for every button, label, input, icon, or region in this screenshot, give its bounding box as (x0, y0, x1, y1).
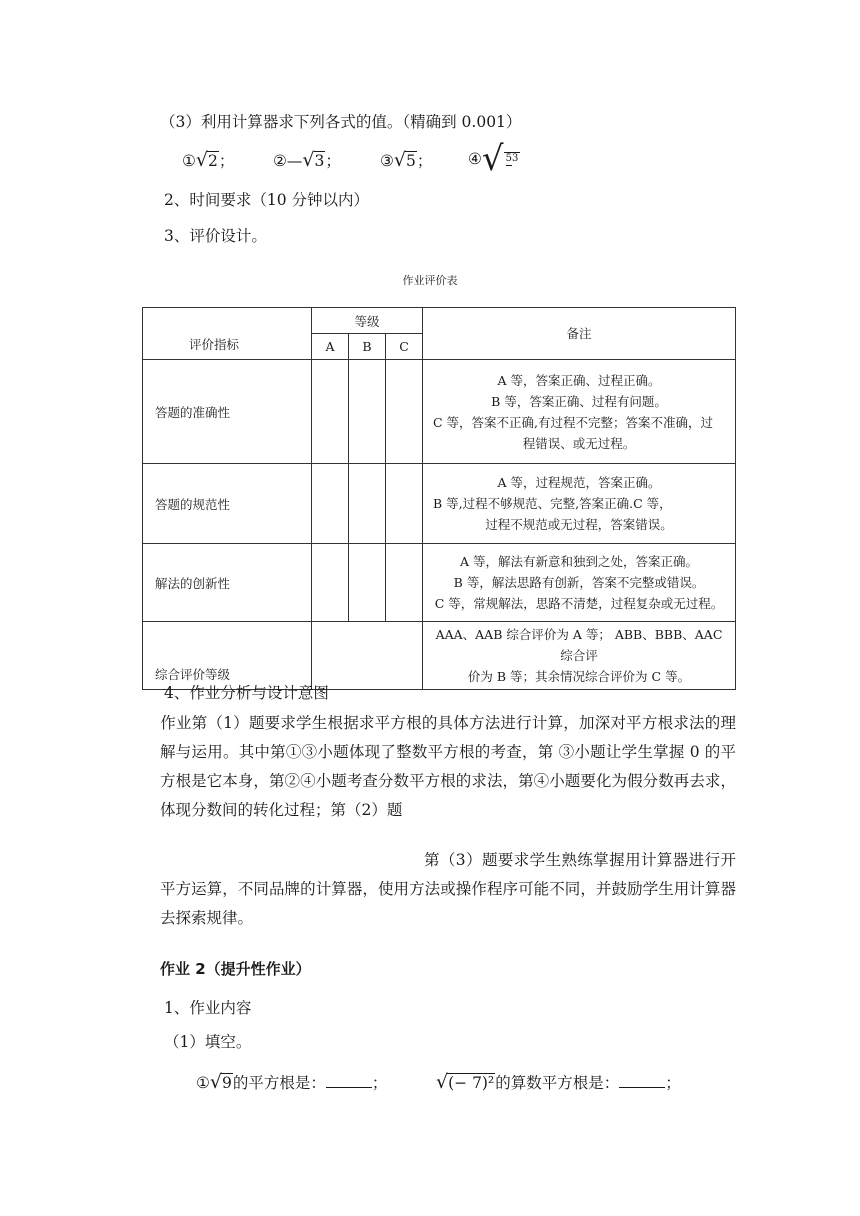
q3-instruction: （3）利用计算器求下列各式的值。（精确到 0.001） (160, 113, 522, 131)
item-marker: ④ (468, 150, 482, 168)
grade-a: A (312, 334, 349, 360)
sqrt-expression: √9 (209, 1071, 232, 1093)
header-note: 备注 (423, 308, 736, 360)
analysis-heading: 4、作业分析与设计意图 (164, 684, 329, 702)
sqrt-expression: √5 (393, 149, 416, 171)
row-label: 解法的创新性 (143, 544, 312, 622)
row-note: A 等，解法有新意和独到之处，答案正确。 B 等，解法思路有创新，答案不完整或错误。 C 等，常规解法，思路不清楚，过程复杂或无过程。 (423, 544, 736, 622)
table-row (143, 622, 736, 690)
header-indicator: 评价指标 (143, 308, 312, 360)
table-row (143, 544, 736, 622)
q3-item-3: ③√5； (380, 149, 433, 171)
header-grade: 等级 (312, 308, 423, 334)
answer-blank[interactable] (619, 1073, 665, 1088)
item-marker: ① (182, 152, 196, 170)
row-label: 综合评价等级 (143, 622, 312, 690)
evaluation-design: 3、评价设计。 (164, 227, 267, 245)
radical-sign: √ (481, 139, 504, 179)
item-marker: ③ (380, 152, 394, 170)
fill-question-1: ①√9的平方根是： ； (196, 1071, 388, 1093)
evaluation-table (142, 307, 736, 690)
table-row (143, 360, 736, 464)
row-note: AAA、AAB 综合评价为 A 等； ABB、BBB、AAC 综合评 价为 B 等；其余情况综合评价为 C 等。 (423, 622, 736, 690)
fill-in-heading: （1）填空。 (164, 1033, 252, 1051)
analysis-paragraph-1: 作业第（1）题要求学生根据求平方根的具体方法进行计算，加深对平方根求法的理解与运用。其中第①③小题体现了整数平方根的考查，第 ③小题让学生掌握 0 的平方根是它本身，第②④小题考查分数平方根的求法，第④小题要化为假分数再去求，体现分数间的转化过程；第（2）题 (160, 714, 736, 819)
answer-blank[interactable] (326, 1073, 372, 1088)
sqrt-expression: √(− 7)² (436, 1071, 495, 1093)
grade-b: B (349, 334, 386, 360)
row-label: 答题的准确性 (143, 360, 312, 464)
item-marker: ②— (273, 152, 303, 170)
sqrt-expression: √2 (195, 149, 218, 171)
row-note: A 等，答案正确、过程正确。 B 等，答案正确、过程有问题。 C 等，答案不正确,有过程不完整；答案不准确，过 程错误、或无过程。 (423, 360, 736, 464)
sqrt-expression: √3 (302, 149, 325, 171)
homework-content-heading: 1、作业内容 (164, 999, 252, 1017)
fraction: 53 (505, 153, 519, 164)
analysis-paragraph-2: 第（3）题要求学生熟练掌握用计算器进行开平方运算，不同品牌的计算器，使用方法或操作程序可能不同，并鼓励学生用计算器去探索规律。 (160, 851, 736, 927)
q3-item-1: ①√2； (182, 149, 235, 171)
grade-c: C (386, 334, 423, 360)
row-note: A 等，过程规范，答案正确。 B 等,过程不够规范、完整,答案正确.C 等， 过程不规范或无过程，答案错误。 (423, 464, 736, 544)
table-title: 作业评价表 (402, 274, 458, 287)
q3-item-4 (468, 139, 520, 179)
fill-question-2: √(− 7)²的算数平方根是： ； (436, 1071, 681, 1093)
row-label: 答题的规范性 (143, 464, 312, 544)
time-requirement: 2、时间要求（10 分钟以内） (164, 191, 370, 209)
q3-item-2: ②—√3； (273, 149, 341, 171)
table-row (143, 464, 736, 544)
homework-2-title: 作业 2（提升性作业） (160, 960, 311, 978)
